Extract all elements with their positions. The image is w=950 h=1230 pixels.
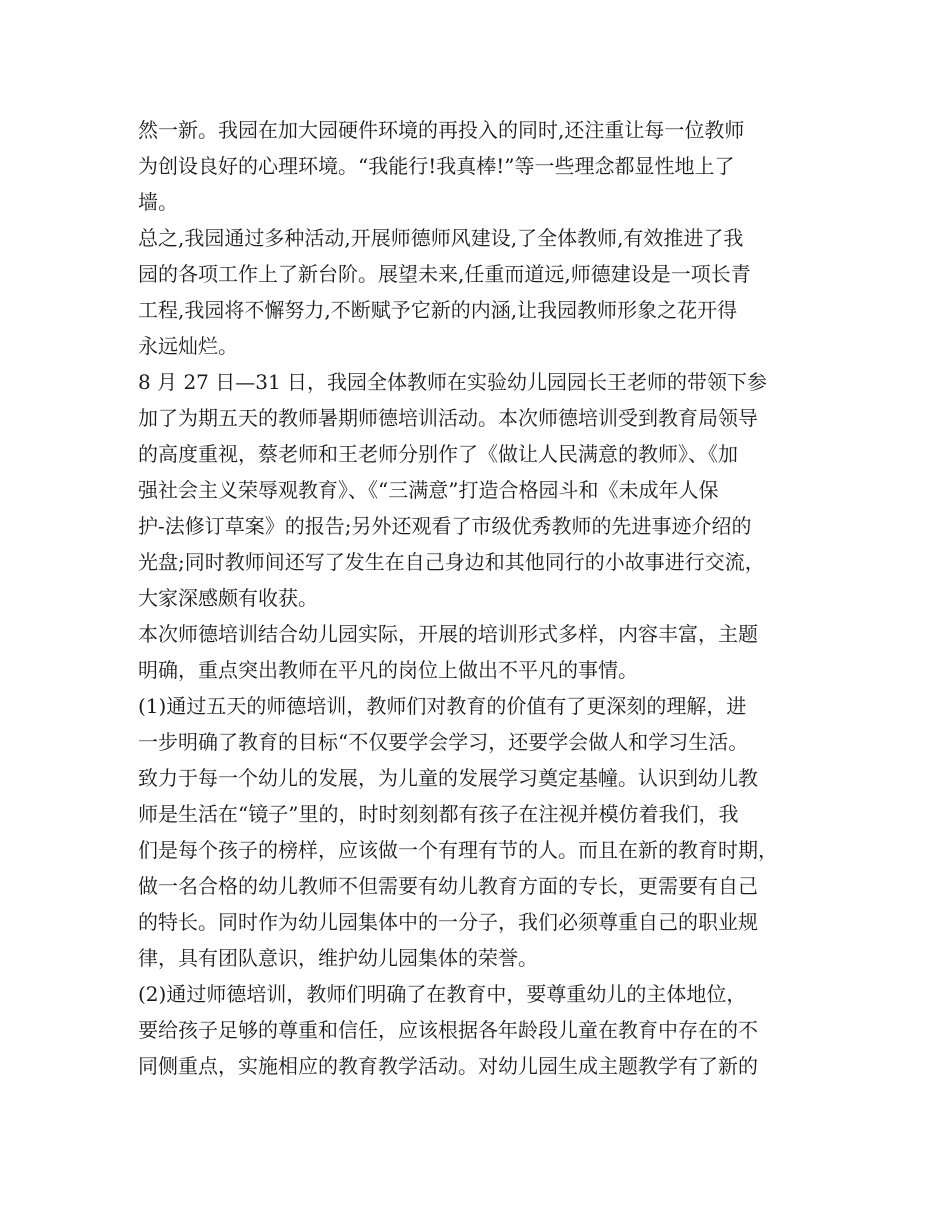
text-line: 同侧重点，实施相应的教育教学活动。对幼儿园生成主题教学有了新的 bbox=[138, 1054, 758, 1078]
text-line: 律，具有团队意识，维护幼儿园集体的荣誉。 bbox=[138, 946, 538, 970]
text-line: 永远灿烂。 bbox=[138, 334, 238, 358]
text-line: 们是每个孩子的榜样，应该做一个有理有节的人。而且在新的教育时期， bbox=[138, 838, 778, 862]
text-line: 园的各项工作上了新台阶。展望未来,任重而道远,师德建设是一项长青 bbox=[138, 262, 751, 286]
text-line: 明确，重点突出教师在平凡的岗位上做出不平凡的事情。 bbox=[138, 658, 638, 682]
document-body bbox=[138, 112, 828, 1084]
text-line: 本次师德培训结合幼儿园实际，开展的培训形式多样，内容丰富，主题 bbox=[138, 622, 758, 646]
text-line: 大家深感颇有收获。 bbox=[138, 586, 318, 610]
text-line: 工程,我园将不懈努力,不断赋予它新的内涵,让我园教师形象之花开得 bbox=[138, 298, 738, 322]
text-line: 护-法修订草案》的报告;另外还观看了市级优秀教师的先进事迹介绍的 bbox=[138, 514, 752, 538]
text-line: (1)通过五天的师德培训，教师们对教育的价值有了更深刻的理解，进 bbox=[138, 694, 747, 718]
text-line: 致力于每一个幼儿的发展，为儿童的发展学习奠定基幢。认识到幼儿教 bbox=[138, 766, 758, 790]
text-line: 强社会主义荣辱观教育》、《“三满意”打造合格园斗和《未成年人保 bbox=[138, 478, 719, 502]
text-line: 师是生活在“镜子”里的，时时刻刻都有孩子在注视并模仿着我们，我 bbox=[138, 802, 739, 826]
text-line: 墙。 bbox=[138, 190, 178, 214]
text-line: 的高度重视，蔡老师和王老师分别作了《做让人民满意的教师》、《加 bbox=[138, 442, 738, 466]
text-line: 要给孩子足够的尊重和信任，应该根据各年龄段儿童在教育中存在的不 bbox=[138, 1018, 758, 1042]
text-line: 总之,我园通过多种活动,开展师德师风建设,了全体教师,有效推进了我 bbox=[138, 226, 744, 250]
text-line: 的特长。同时作为幼儿园集体中的一分子，我们必须尊重自己的职业规 bbox=[138, 910, 758, 934]
text-line: 为创设良好的心理环境。“我能行!我真棒!”等一些理念都显性地上了 bbox=[138, 154, 735, 178]
text-line: 光盘;同时教师间还写了发生在自己身边和其他同行的小故事进行交流， bbox=[138, 550, 765, 574]
text-line: 一步明确了教育的目标“不仅要学会学习，还要学会做人和学习生活。 bbox=[138, 730, 749, 754]
text-line: 然一新。我园在加大园硬件环境的再投入的同时,还注重让每一位教师 bbox=[138, 118, 745, 142]
text-line: (2)通过师德培训，教师们明确了在教育中，要尊重幼儿的主体地位， bbox=[138, 982, 747, 1006]
text-line: 加了为期五天的教师暑期师德培训活动。本次师德培训受到教育局领导 bbox=[138, 406, 758, 430]
text-line: 做一名合格的幼儿教师不但需要有幼儿教育方面的专长，更需要有自己 bbox=[138, 874, 758, 898]
text-line: 8 月 27 日—31 日，我园全体教师在实验幼儿园园长王老师的带领下参 bbox=[138, 370, 768, 394]
